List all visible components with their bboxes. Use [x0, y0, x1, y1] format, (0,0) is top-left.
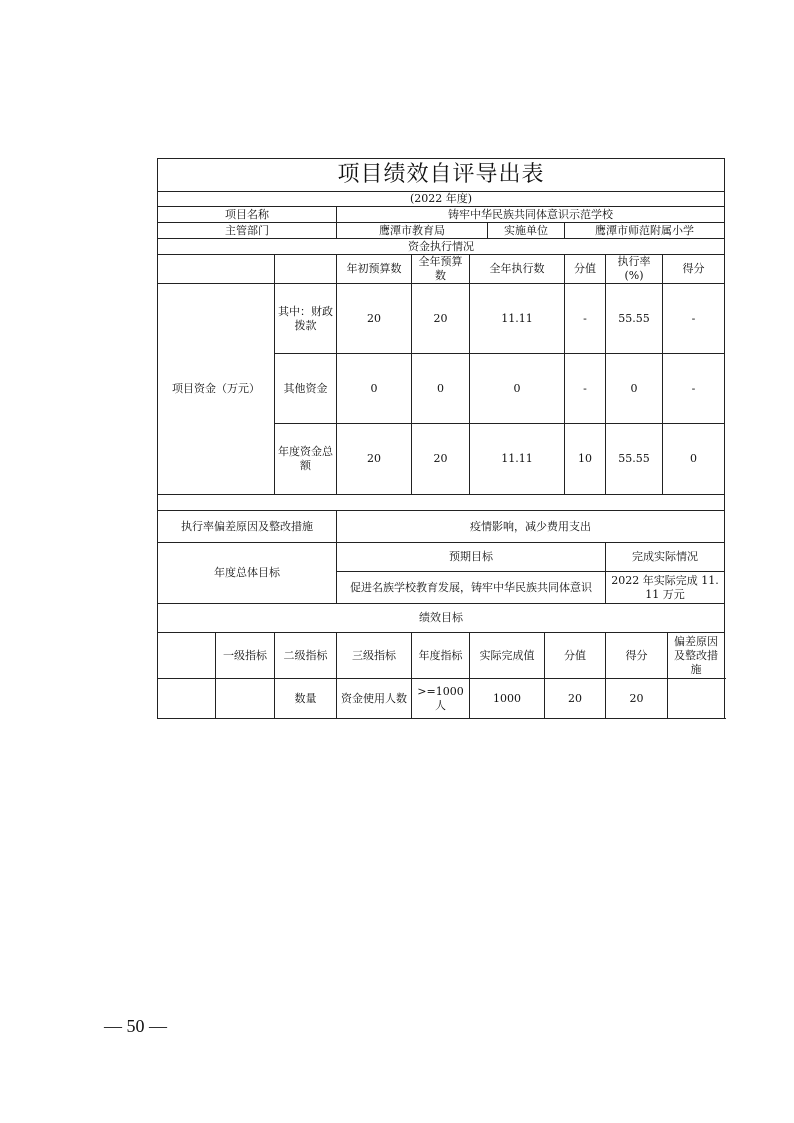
funds-cell: - — [565, 284, 606, 354]
funds-cell: 11.11 — [470, 284, 565, 354]
funds-row-label: 年度资金总额 — [275, 424, 337, 495]
actual-result-header: 完成实际情况 — [606, 543, 725, 572]
perf-header: 年度指标 — [412, 633, 470, 679]
perf-header: 三级指标 — [337, 633, 412, 679]
year-label: (2022 年度) — [158, 192, 725, 207]
funds-cell: 0 — [663, 424, 725, 495]
expected-goal-value: 促进名族学校教育发展，铸牢中华民族共同体意识 — [337, 572, 606, 604]
funds-header: 分值 — [565, 255, 606, 284]
perf-cell-blank — [668, 679, 725, 719]
funds-cell: 20 — [337, 424, 412, 495]
perf-level3: 资金使用人数 — [337, 679, 412, 719]
funds-row-label: 其中：财政拨款 — [275, 284, 337, 354]
project-name-value: 铸牢中华民族共同体意识示范学校 — [337, 207, 725, 223]
perf-score: 20 — [606, 679, 668, 719]
perf-header-blank — [158, 633, 216, 679]
perf-actual: 1000 — [470, 679, 545, 719]
funds-cell: 10 — [565, 424, 606, 495]
unit-label: 实施单位 — [488, 223, 565, 239]
perf-level2: 数量 — [275, 679, 337, 719]
funds-header: 年初预算数 — [337, 255, 412, 284]
actual-result-value: 2022 年实际完成 11.11 万元 — [606, 572, 725, 604]
funds-section-title: 资金执行情况 — [158, 239, 725, 255]
funds-header: 执行率(%) — [606, 255, 663, 284]
funds-header-blank-2 — [275, 255, 337, 284]
funds-cell: - — [663, 284, 725, 354]
dept-value: 鹰潭市教育局 — [337, 223, 488, 239]
funds-cell: 0 — [470, 354, 565, 424]
table-title: 项目绩效自评导出表 — [158, 159, 725, 192]
funds-header: 全年执行数 — [470, 255, 565, 284]
funds-header: 得分 — [663, 255, 725, 284]
funds-cell: 0 — [606, 354, 663, 424]
funds-row-label: 其他资金 — [275, 354, 337, 424]
perf-header: 偏差原因及整改措施 — [668, 633, 725, 679]
perf-header: 实际完成值 — [470, 633, 545, 679]
project-name-label: 项目名称 — [158, 207, 337, 223]
dept-label: 主管部门 — [158, 223, 337, 239]
perf-header: 得分 — [606, 633, 668, 679]
funds-cell: 55.55 — [606, 424, 663, 495]
funds-cell: 0 — [337, 354, 412, 424]
funds-cell: 55.55 — [606, 284, 663, 354]
funds-group-label: 项目资金（万元） — [158, 284, 275, 495]
page-number: — 50 — — [104, 1016, 167, 1036]
funds-cell: 20 — [412, 424, 470, 495]
funds-cell: 11.11 — [470, 424, 565, 495]
spacer-row — [158, 495, 725, 511]
deviation-value: 疫情影响，减少费用支出 — [337, 511, 725, 543]
perf-cell-blank — [158, 679, 216, 719]
expected-goal-header: 预期目标 — [337, 543, 606, 572]
perf-header: 分值 — [545, 633, 606, 679]
perf-score-value: 20 — [545, 679, 606, 719]
funds-cell: 20 — [412, 284, 470, 354]
perf-cell-blank — [216, 679, 275, 719]
funds-cell: 20 — [337, 284, 412, 354]
funds-header: 全年预算数 — [412, 255, 470, 284]
performance-section-title: 绩效目标 — [158, 604, 725, 633]
perf-header: 一级指标 — [216, 633, 275, 679]
unit-value: 鹰潭市师范附属小学 — [565, 223, 725, 239]
performance-self-evaluation-table — [157, 158, 719, 712]
perf-target: >=1000 人 — [412, 679, 470, 719]
funds-header-blank — [158, 255, 275, 284]
funds-cell: 0 — [412, 354, 470, 424]
funds-cell: - — [663, 354, 725, 424]
funds-cell: - — [565, 354, 606, 424]
deviation-label: 执行率偏差原因及整改措施 — [158, 511, 337, 543]
annual-goal-label: 年度总体目标 — [158, 543, 337, 604]
perf-header: 二级指标 — [275, 633, 337, 679]
